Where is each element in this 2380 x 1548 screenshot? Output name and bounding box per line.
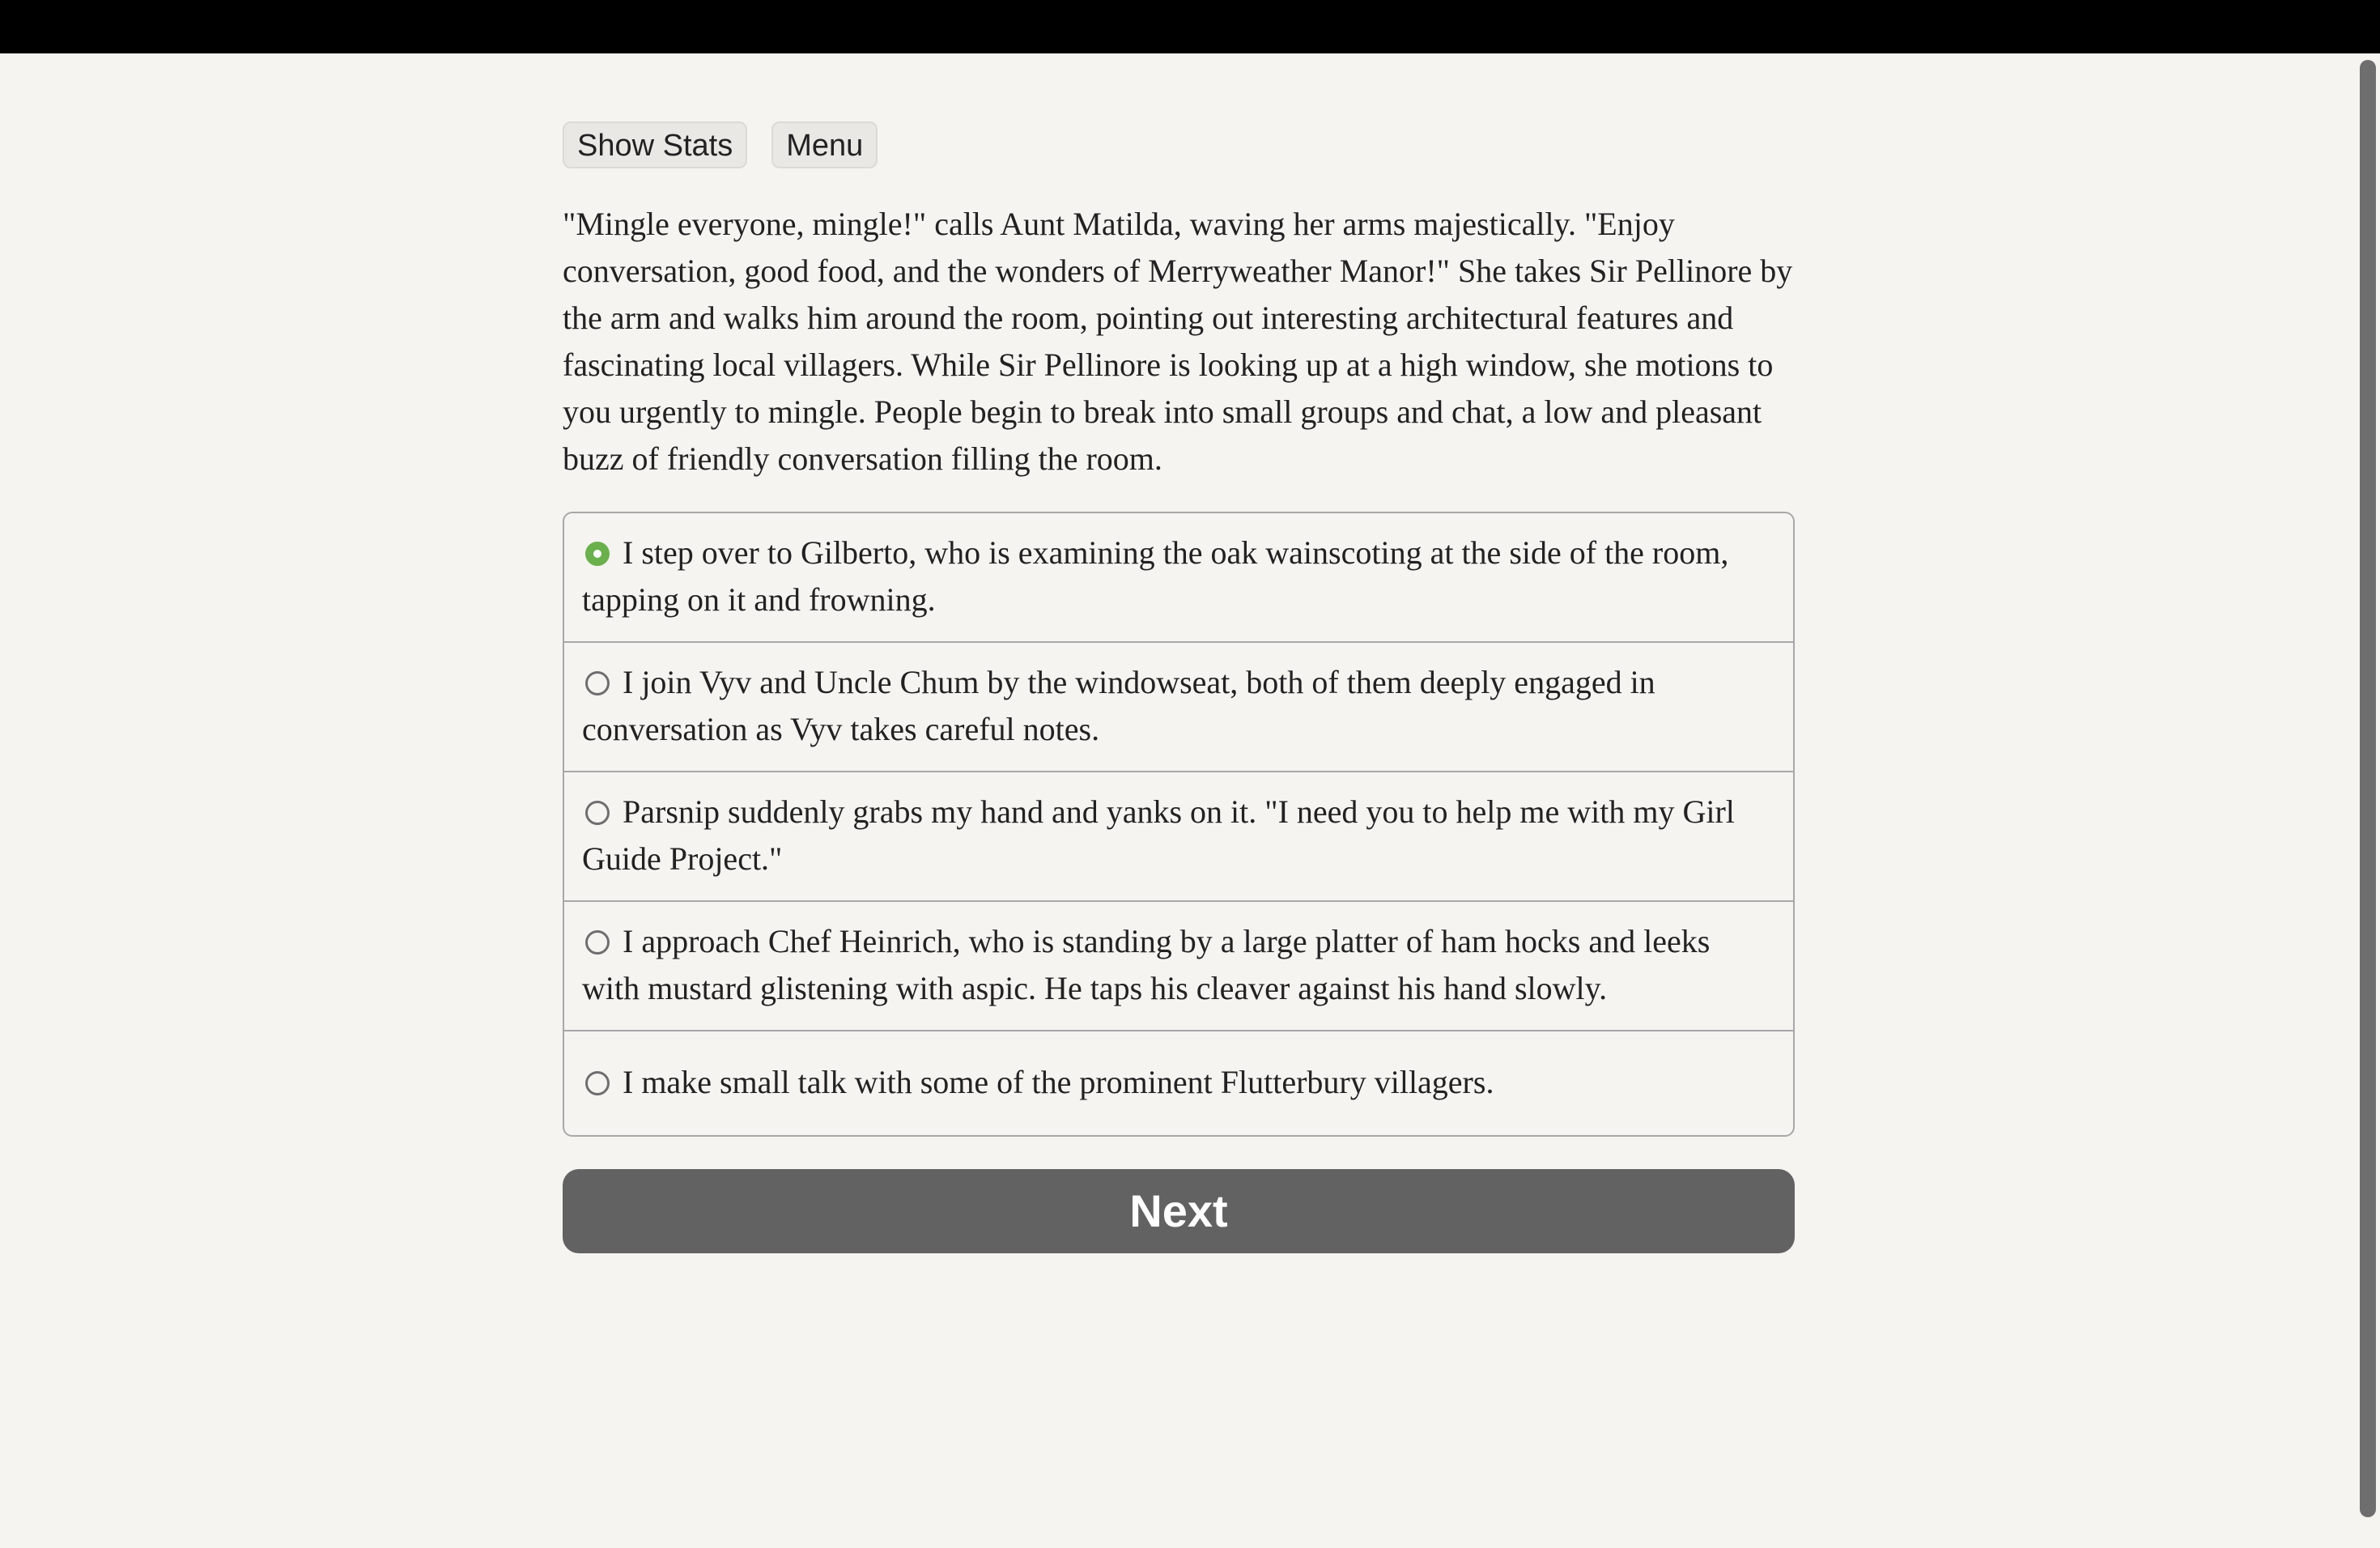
game-content — [563, 121, 1795, 1253]
story-text: "Mingle everyone, mingle!" calls Aunt Matilda, waving her arms majestically. "Enjoy conversation, good food, and the wonders of Merryweather Manor!" She takes Sir Pellinore by the arm and walks him around the room, pointing out interesting architectural features and fascinating local villagers. While Sir Pellinore is looking up at a high window, she motions to you urgently to mingle. People begin to break into small groups and chat, a low and pleasant buzz of friendly conversation filling the room. — [563, 206, 1793, 477]
choice-option-3[interactable] — [564, 772, 1793, 902]
choice-option-2[interactable] — [564, 643, 1793, 772]
choice-option-1[interactable] — [564, 513, 1793, 643]
choice-label: I approach Chef Heinrich, who is standing by a large platter of ham hocks and leeks with mustard glistening with aspic. He taps his cleaver against his hand slowly. — [582, 923, 1711, 1006]
choice-label: Parsnip suddenly grabs my hand and yanks on it. "I need you to help me with my Girl Guide Project." — [582, 793, 1735, 877]
radio-selected-icon[interactable] — [585, 542, 610, 566]
choice-label: I step over to Gilberto, who is examining the oak wainscoting at the side of the room, tapping on it and frowning. — [582, 534, 1729, 618]
choice-option-5[interactable] — [564, 1031, 1793, 1135]
choice-label: I join Vyv and Uncle Chum by the windowseat, both of them deeply engaged in conversation as Vyv takes careful notes. — [582, 664, 1655, 747]
menu-button[interactable]: Menu — [771, 121, 878, 168]
toolbar — [563, 121, 1795, 168]
radio-icon[interactable] — [585, 801, 610, 825]
radio-icon[interactable] — [585, 671, 610, 695]
scrollbar-thumb[interactable] — [2360, 60, 2376, 1517]
window-top-bar — [0, 0, 2380, 53]
next-button[interactable]: Next — [563, 1169, 1795, 1253]
scrollbar[interactable] — [2356, 53, 2380, 1548]
choice-list — [563, 512, 1795, 1137]
radio-icon[interactable] — [585, 1071, 610, 1095]
choice-label: I make small talk with some of the prominent Flutterbury villagers. — [623, 1064, 1494, 1100]
choice-option-4[interactable] — [564, 902, 1793, 1031]
radio-icon[interactable] — [585, 930, 610, 955]
show-stats-button[interactable]: Show Stats — [563, 121, 747, 168]
